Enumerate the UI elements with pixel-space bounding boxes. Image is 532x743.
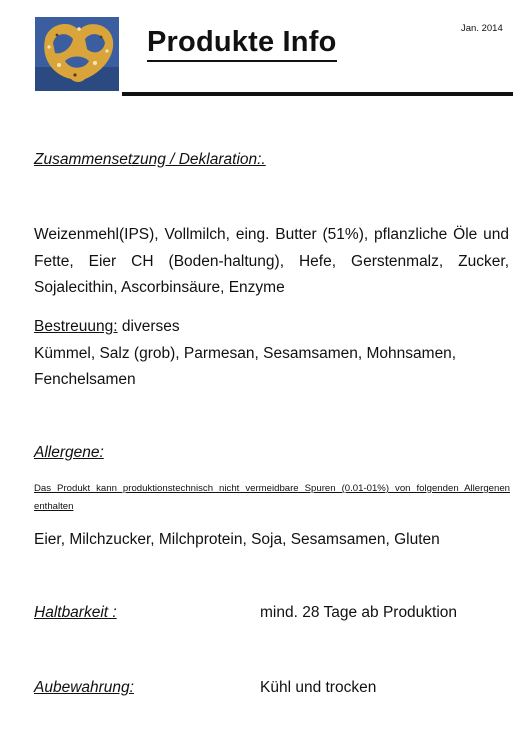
header-divider — [122, 92, 513, 96]
page-title: Produkte Info — [147, 26, 337, 62]
storage-value: Kühl und trocken — [260, 679, 377, 696]
topping-section — [34, 314, 509, 394]
composition-heading: Zusammensetzung / Deklaration:. — [34, 151, 266, 168]
shelf-life-row — [34, 604, 514, 628]
topping-items: Kümmel, Salz (grob), Parmesan, Sesamsamen, Mohnsamen, Fenchelsamen — [34, 344, 457, 388]
storage-row — [34, 679, 514, 703]
allergens-heading: Allergene: — [34, 444, 104, 461]
shelf-life-label: Haltbarkeit : — [34, 604, 117, 621]
topping-intro: diverses — [117, 318, 180, 335]
pretzel-logo-image — [35, 17, 119, 91]
topping-label: Bestreuung: — [34, 318, 118, 335]
storage-label: Aubewahrung: — [34, 679, 134, 696]
date-label: Jan. 2014 — [461, 23, 503, 34]
allergens-note: Das Produkt kann produktionstechnisch nicht vermeidbare Spuren (0.01-01%) von folgenden Allergenen enthalten — [34, 483, 510, 512]
ingredients-text: Weizenmehl(IPS), Vollmilch, eing. Butter (51%), pflanzliche Öle und Fette, Eier CH (Boden-haltung), Hefe, Gerstenmalz, Zucker, Sojalecithin, Ascorbinsäure, Enzyme — [34, 226, 509, 296]
shelf-life-value: mind. 28 Tage ab Produktion — [260, 604, 458, 621]
allergens-list: Eier, Milchzucker, Milchprotein, Soja, Sesamsamen, Gluten — [34, 531, 440, 548]
